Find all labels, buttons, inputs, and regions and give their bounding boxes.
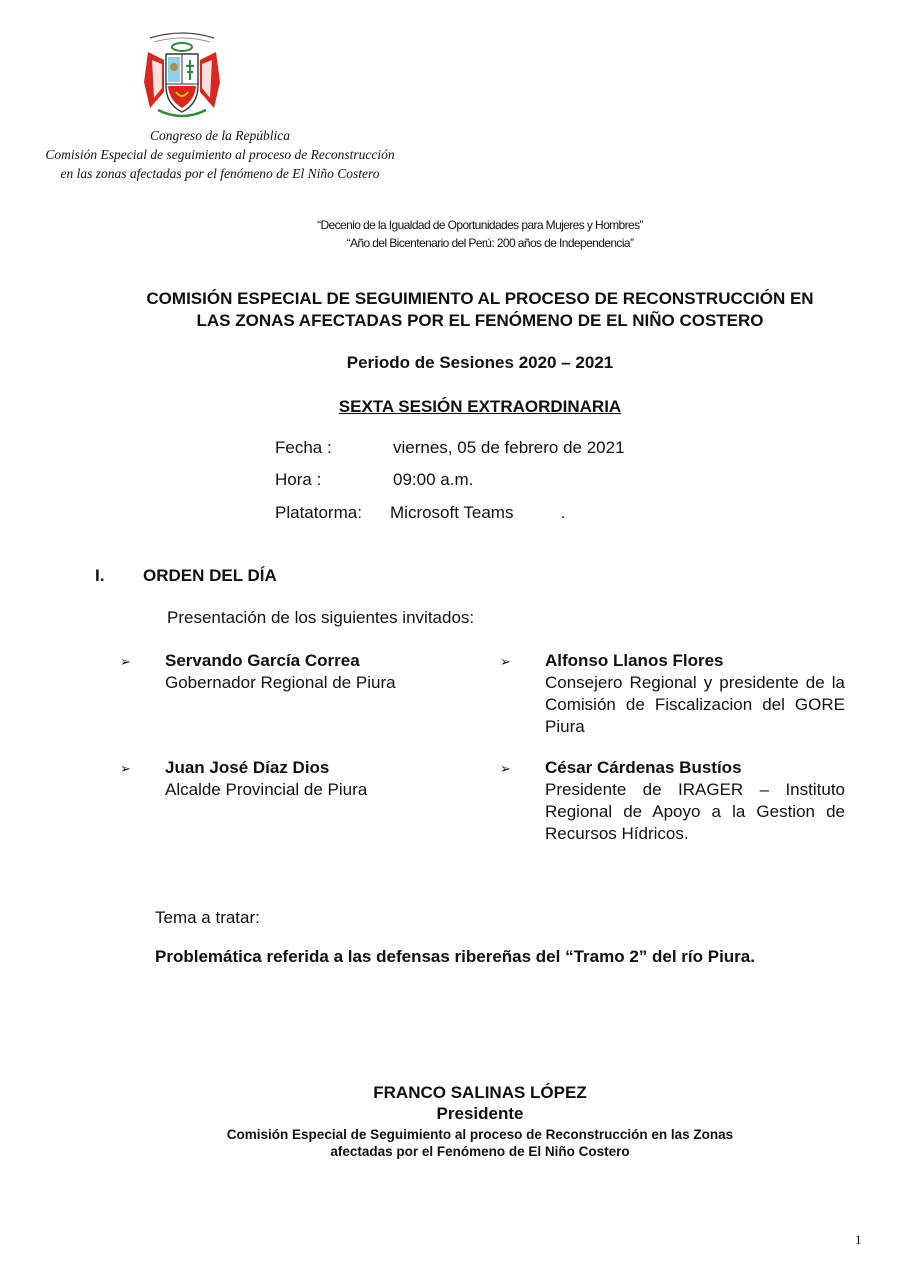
page-number: 1 <box>855 1232 862 1247</box>
session-period: Periodo de Sesiones 2020 – 2021 <box>346 353 614 372</box>
guest-item <box>165 757 455 801</box>
guest-name: Juan José Díaz Dios <box>165 758 330 777</box>
guest-name: Servando García Correa <box>165 651 360 670</box>
president-name: FRANCO SALINAS LÓPEZ <box>373 1083 587 1102</box>
coat-of-arms-logo <box>140 30 224 120</box>
letterhead-commission-line1: Comisión Especial de seguimiento al proceso de Reconstrucción <box>45 147 395 162</box>
time-label: Hora : <box>275 470 322 489</box>
date-label: Fecha : <box>275 438 332 457</box>
guest-name: César Cárdenas Bustíos <box>545 758 742 777</box>
motto-decade: “Decenio de la Igualdad de Oportunidades para Mujeres y Hombres” <box>317 218 643 232</box>
topic-label: Tema a tratar: <box>155 908 260 927</box>
session-name: SEXTA SESIÓN EXTRAORDINARIA <box>338 397 622 416</box>
guests-intro: Presentación de los siguientes invitados: <box>167 608 475 627</box>
guest-role: Gobernador Regional de Piura <box>165 673 396 692</box>
president-role: Presidente <box>436 1104 524 1123</box>
bullet-arrow-icon: ➢ <box>500 761 511 776</box>
signature-commission <box>130 1126 830 1160</box>
motto-bicentennial: “Año del Bicentenario del Perú: 200 años de Independencia” <box>346 236 634 250</box>
time-value: 09:00 a.m. <box>393 470 474 489</box>
guest-item <box>545 757 845 845</box>
date-value: viernes, 05 de febrero de 2021 <box>393 438 625 457</box>
bullet-arrow-icon: ➢ <box>500 654 511 669</box>
letterhead-congress: Congreso de la República <box>149 128 291 143</box>
guest-item <box>545 650 845 738</box>
guest-role: Alcalde Provincial de Piura <box>165 780 368 799</box>
section-number: I. <box>95 566 105 585</box>
bullet-arrow-icon: ➢ <box>120 654 131 669</box>
guest-role: Consejero Regional y presidente de la Comisión de Fiscalizacion del GORE Piura <box>545 673 845 736</box>
platform-value: Microsoft Teams . <box>390 503 566 522</box>
guest-item <box>165 650 455 694</box>
letterhead-commission-line2: en las zonas afectadas por el fenómeno de El Niño Costero <box>60 166 380 181</box>
commission-title-line1: COMISIÓN ESPECIAL DE SEGUIMIENTO AL PROCESO DE RECONSTRUCCIÓN EN <box>146 289 814 308</box>
guest-name: Alfonso Llanos Flores <box>545 651 724 670</box>
platform-label: Platatorma: <box>275 503 362 522</box>
section-title: ORDEN DEL DÍA <box>143 566 277 585</box>
bullet-arrow-icon: ➢ <box>120 761 131 776</box>
signature-commission-line2: afectadas por el Fenómeno de El Niño Costero <box>330 1144 630 1159</box>
topic-text: Problemática referida a las defensas ribereñas del “Tramo 2” del río Piura. <box>155 947 755 966</box>
commission-title-line2: LAS ZONAS AFECTADAS POR EL FENÓMENO DE EL NIÑO COSTERO <box>196 311 764 330</box>
guest-role: Presidente de IRAGER – Instituto Regional de Apoyo a la Gestion de Recursos Hídricos. <box>545 780 845 843</box>
signature-commission-line1: Comisión Especial de Seguimiento al proceso de Reconstrucción en las Zonas <box>226 1127 734 1142</box>
